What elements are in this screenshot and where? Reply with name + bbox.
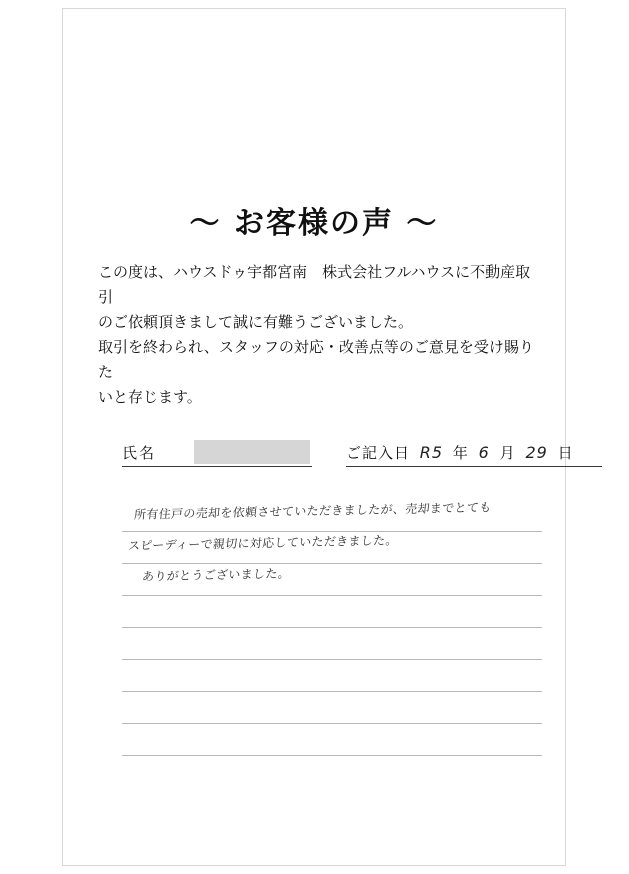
intro-line-1: この度は、ハウスドゥ宇都宮南 株式会社フルハウスに不動産取引	[98, 263, 531, 306]
comment-ruled-lines	[122, 500, 542, 756]
ruled-line	[122, 628, 542, 660]
handwritten-line-1: 所有住戸の売却を依頼させていただきましたが、売却までとても	[133, 500, 493, 522]
date-field-underline	[346, 466, 602, 467]
name-field-label: 氏名	[122, 444, 157, 462]
ruled-line	[122, 724, 542, 756]
ruled-line	[122, 564, 542, 596]
ruled-line	[122, 660, 542, 692]
handwritten-line-2: スピーディーで親切に対応していただきました。	[127, 533, 399, 553]
ruled-line	[122, 692, 542, 724]
intro-text	[98, 260, 538, 410]
ruled-line	[122, 596, 542, 628]
date-month-value: 6	[478, 443, 490, 462]
page-title: ～ お客様の声 ～	[189, 206, 439, 241]
intro-line-3: 取引を終わられ、スタッフの対応・改善点等のご意見を受け賜りた	[98, 338, 534, 381]
name-field-underline	[122, 466, 312, 467]
date-month-unit: 月	[499, 444, 516, 462]
ruled-line	[122, 532, 542, 564]
document-content	[62, 8, 574, 866]
intro-line-4: いと存じます。	[98, 388, 202, 406]
date-field-label: ご記入日	[346, 444, 411, 462]
handwritten-line-3: ありがとうございました。	[141, 566, 291, 584]
date-day-unit: 日	[557, 444, 574, 462]
date-year-value: R5	[419, 443, 444, 462]
date-field-group	[346, 442, 574, 463]
intro-line-2: のご依頼頂きまして誠に有難うございました。	[98, 313, 414, 331]
date-year-unit: 年	[452, 444, 469, 462]
name-redaction-block	[194, 440, 310, 464]
form-row	[122, 440, 574, 468]
ruled-line	[122, 500, 542, 532]
date-day-value: 29	[525, 443, 548, 462]
